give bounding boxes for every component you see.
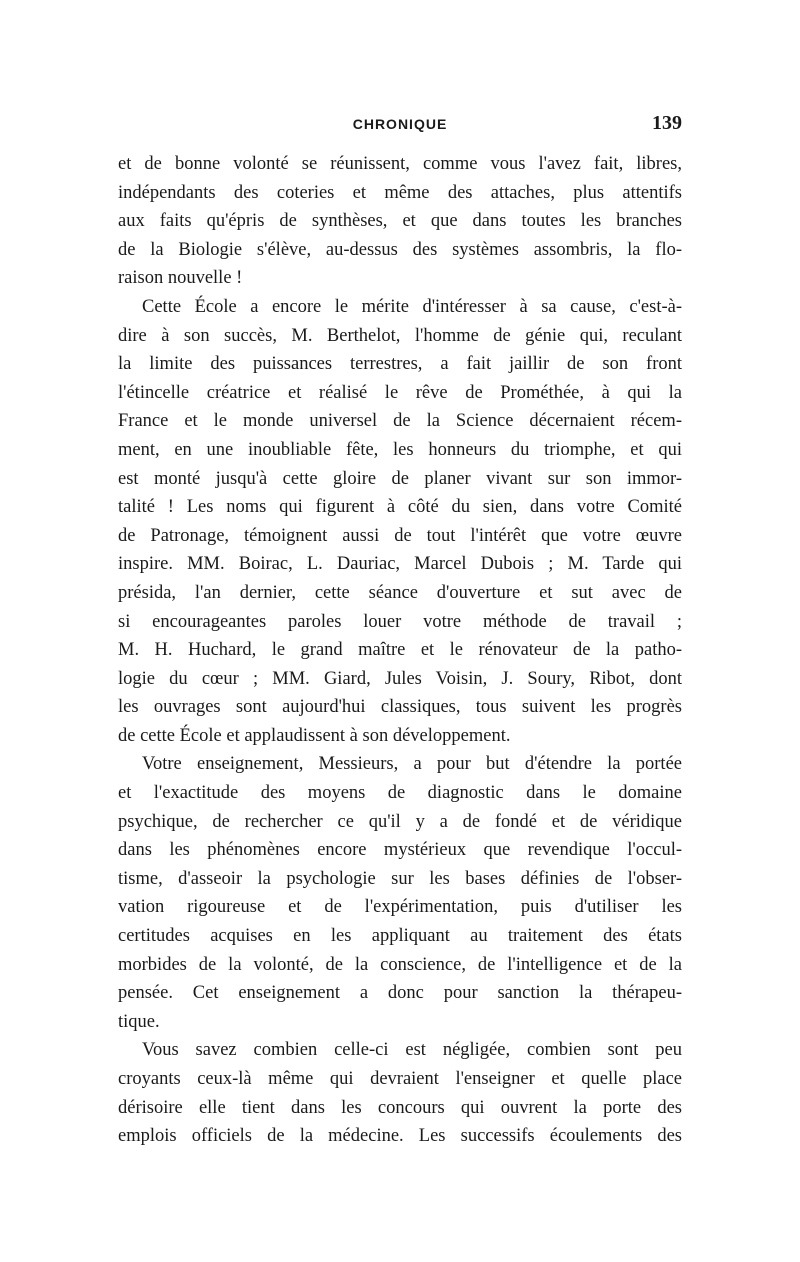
text-line: inspire. MM. Boirac, L. Dauriac, Marcel Dubois ; M. Tarde qui bbox=[118, 554, 682, 575]
text-line: aux faits qu'épris de synthèses, et que dans toutes les branches bbox=[118, 211, 682, 232]
text-line: France et le monde universel de la Science décernaient récem- bbox=[118, 411, 682, 432]
body-text bbox=[118, 150, 682, 1151]
text-line: présida, l'an dernier, cette séance d'ouverture et sut avec de bbox=[118, 582, 682, 603]
text-line: psychique, de rechercher ce qu'il y a de fondé et de véridique bbox=[118, 811, 682, 832]
paragraph bbox=[118, 1036, 682, 1150]
text-line: tisme, d'asseoir la psychologie sur les bases définies de l'obser- bbox=[118, 868, 682, 889]
text-line: raison nouvelle ! bbox=[118, 268, 243, 289]
text-line: la limite des puissances terrestres, a fait jaillir de son front bbox=[118, 354, 682, 375]
text-line: Cette École a encore le mérite d'intéresser à sa cause, c'est-à- bbox=[142, 296, 682, 317]
text-line: est monté jusqu'à cette gloire de planer vivant sur son immor- bbox=[118, 468, 682, 489]
text-line: l'étincelle créatrice et réalisé le rêve de Prométhée, à qui la bbox=[118, 382, 682, 403]
text-line: de cette École et applaudissent à son développement. bbox=[118, 725, 511, 746]
text-line: certitudes acquises en les appliquant au traitement des états bbox=[118, 926, 682, 947]
paragraph bbox=[118, 750, 682, 1036]
text-line: talité ! Les noms qui figurent à côté du sien, dans votre Comité bbox=[118, 497, 682, 518]
paragraph bbox=[118, 293, 682, 751]
text-line: et de bonne volonté se réunissent, comme vous l'avez fait, libres, bbox=[118, 154, 682, 174]
text-line: vation rigoureuse et de l'expérimentation, puis d'utiliser les bbox=[118, 897, 682, 918]
text-line: si encourageantes paroles louer votre méthode de travail ; bbox=[118, 611, 682, 632]
text-line: emplois officiels de la médecine. Les successifs écoulements des bbox=[118, 1126, 682, 1147]
text-line: de Patronage, témoignent aussi de tout l'intérêt que votre œuvre bbox=[118, 525, 682, 546]
text-line: croyants ceux-là même qui devraient l'enseigner et quelle place bbox=[118, 1069, 682, 1089]
text-line: dérisoire elle tient dans les concours qui ouvrent la porte des bbox=[118, 1097, 682, 1118]
text-line: logie du cœur ; MM. Giard, Jules Voisin, J. Soury, Ribot, dont bbox=[118, 668, 682, 689]
running-head bbox=[118, 112, 682, 142]
text-line: morbides de la volonté, de la conscience, de l'intelligence et de la bbox=[118, 954, 682, 975]
text-line: indépendants des coteries et même des attaches, plus attentifs bbox=[118, 182, 682, 203]
running-title: CHRONIQUE bbox=[352, 116, 448, 132]
paragraph bbox=[118, 150, 682, 293]
page-number: 139 bbox=[652, 112, 682, 134]
text-line: ment, en une inoubliable fête, les honneurs du triomphe, et qui bbox=[118, 439, 682, 460]
text-line: pensée. Cet enseignement a donc pour sanction la thérapeu- bbox=[118, 983, 682, 1004]
text-line: de la Biologie s'élève, au-dessus des systèmes assombris, la flo- bbox=[118, 239, 682, 260]
text-line: M. H. Huchard, le grand maître et le rénovateur de la patho- bbox=[118, 640, 682, 661]
text-line: les ouvrages sont aujourd'hui classiques, tous suivent les progrès bbox=[118, 697, 682, 718]
text-line: tique. bbox=[118, 1011, 160, 1032]
text-line: Votre enseignement, Messieurs, a pour but d'étendre la portée bbox=[142, 754, 682, 775]
text-line: dire à son succès, M. Berthelot, l'homme de génie qui, reculant bbox=[118, 325, 682, 346]
text-line: Vous savez combien celle-ci est négligée, combien sont peu bbox=[142, 1040, 682, 1061]
text-line: et l'exactitude des moyens de diagnostic dans le domaine bbox=[118, 783, 682, 804]
text-line: dans les phénomènes encore mystérieux que revendique l'occul- bbox=[118, 840, 682, 861]
